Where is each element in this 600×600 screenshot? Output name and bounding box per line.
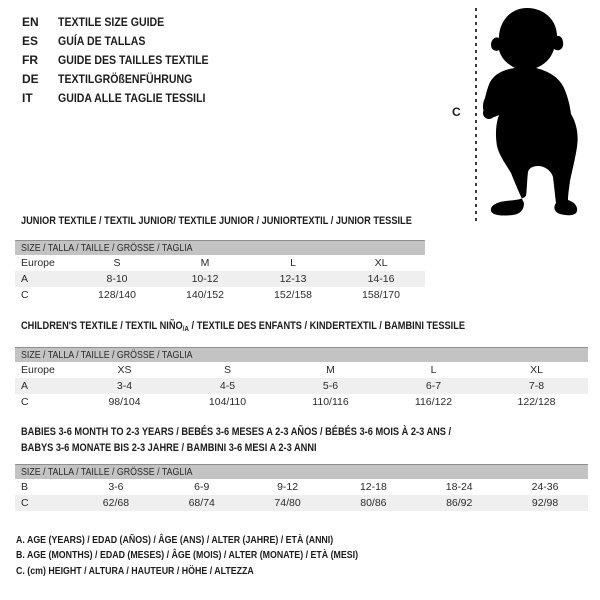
table-row (15, 271, 425, 287)
junior-size-table (15, 240, 425, 303)
cell: 3-4 (116, 380, 133, 392)
cell: 98/104 (108, 396, 141, 408)
language-row (22, 51, 229, 70)
cell: 8-10 (106, 273, 128, 285)
language-code: EN (22, 15, 39, 30)
language-code: FR (22, 52, 38, 67)
row-label: A (21, 273, 29, 285)
cell: 140/152 (186, 289, 224, 301)
cell: 74/80 (274, 497, 301, 509)
language-title: TEXTILE SIZE GUIDE (58, 15, 165, 30)
cell: XS (117, 364, 132, 376)
cell: 116/122 (414, 396, 453, 408)
cell: S (223, 364, 231, 376)
cell: 68/74 (188, 497, 215, 509)
row-label: Europe (21, 257, 55, 269)
baby-silhouette-image (470, 5, 600, 225)
size-header-label: SIZE / TALLA / TAILLE / GRÖSSE / TAGLIA (21, 242, 193, 254)
language-code: DE (22, 71, 39, 86)
title-subscript: /A (182, 324, 189, 333)
cell: 122/128 (517, 396, 556, 408)
cell: 80/86 (360, 497, 387, 509)
language-code: ES (22, 34, 39, 49)
cell: 14-16 (367, 273, 395, 285)
language-row (22, 69, 229, 88)
cell: XL (374, 257, 388, 269)
cell: 62/68 (102, 497, 130, 509)
cell: 110/116 (312, 396, 349, 408)
language-title-list (22, 13, 229, 107)
row-label: C (21, 396, 29, 408)
cell: 7-8 (528, 380, 545, 392)
table-row (15, 362, 588, 378)
table-row (15, 378, 588, 394)
language-row (22, 32, 229, 51)
table-row (15, 495, 588, 511)
footnote-c: C. (cm) HEIGHT / ALTURA / HAUTEUR / HÖHE / ALTEZZA (16, 564, 254, 577)
language-title: TEXTILGRÖßENFÜHRUNG (58, 71, 193, 86)
footnote-legend (16, 534, 423, 580)
cell: 152/158 (274, 289, 312, 301)
language-title: GUIDE DES TAILLES TEXTILE (58, 52, 209, 67)
table-row (15, 394, 588, 410)
language-row (22, 88, 229, 107)
size-header-bar (15, 464, 588, 479)
babies-section-title-line2: BABYS 3-6 MONATE BIS 2-3 JAHRE / BAMBINI 3-6 MESI A 2-3 ANNI (21, 442, 317, 454)
cell: L (290, 257, 296, 269)
cell: M (326, 364, 335, 376)
cell: 12-13 (279, 273, 307, 285)
size-header-bar (15, 347, 588, 362)
children-size-table (15, 347, 588, 410)
size-header-bar (15, 240, 425, 255)
cell: 5-6 (322, 380, 339, 392)
cell: XL (530, 364, 543, 376)
size-header-label: SIZE / TALLA / TAILLE / GRÖSSE / TAGLIA (21, 466, 193, 478)
cell: 92/98 (531, 497, 559, 509)
cell: 86/92 (446, 497, 473, 509)
row-label: C (21, 497, 29, 509)
cell: 128/140 (98, 289, 136, 301)
cell: 6-7 (425, 380, 442, 392)
cell: 4-5 (219, 380, 236, 392)
table-row (15, 479, 588, 495)
babies-section-title-line1: BABIES 3-6 MONTH TO 2-3 YEARS / BEBÉS 3-6 MESES A 2-3 AÑOS / BÉBÉS 3-6 MOIS À 2-3 ANS / (21, 426, 452, 438)
language-title: GUIDA ALLE TAGLIE TESSILI (58, 90, 206, 105)
babies-size-table (15, 464, 588, 511)
size-header-label: SIZE / TALLA / TAILLE / GRÖSSE / TAGLIA (21, 349, 193, 361)
cell: M (200, 257, 210, 269)
cell: 18-24 (445, 481, 473, 493)
footnote-b: B. AGE (MONTHS) / EDAD (MESES) / ÂGE (MOIS) / ALTER (MONATE) / ETÀ (MESI) (16, 549, 359, 562)
children-section-title: CHILDREN'S TEXTILE / TEXTIL $NIÑO_{/A}$ / TEXTILE DES ENFANTS / KINDERTEXTIL / BAMBINI TESSILE (21, 320, 466, 333)
cell: L (430, 364, 437, 376)
row-label: B (21, 481, 29, 493)
row-label: Europe (21, 364, 55, 376)
table-row (15, 255, 425, 271)
cell: 9-12 (277, 481, 299, 493)
cell: 158/170 (362, 289, 400, 301)
cell: S (113, 257, 121, 269)
cell: 24-36 (531, 481, 559, 493)
table-row (15, 287, 425, 303)
language-row (22, 13, 229, 32)
footnote-a: A. AGE (YEARS) / EDAD (AÑOS) / ÂGE (ANS) / ALTER (JAHRE) / ETÀ (ANNI) (16, 534, 334, 546)
cell: 104/110 (208, 396, 247, 408)
cell: 10-12 (191, 273, 219, 285)
row-label: A (21, 380, 29, 392)
cell: 3-6 (108, 481, 124, 493)
row-label: C (21, 289, 29, 301)
height-measure-label: C (452, 105, 461, 119)
cell: 12-18 (359, 481, 387, 493)
language-code: IT (22, 90, 33, 105)
cell: 6-9 (194, 481, 210, 493)
junior-section-title: JUNIOR TEXTILE / TEXTIL JUNIOR/ TEXTILE JUNIOR / JUNIORTEXTIL / JUNIOR TESSILE (21, 215, 412, 227)
language-title: GUÍA DE TALLAS (58, 34, 146, 49)
